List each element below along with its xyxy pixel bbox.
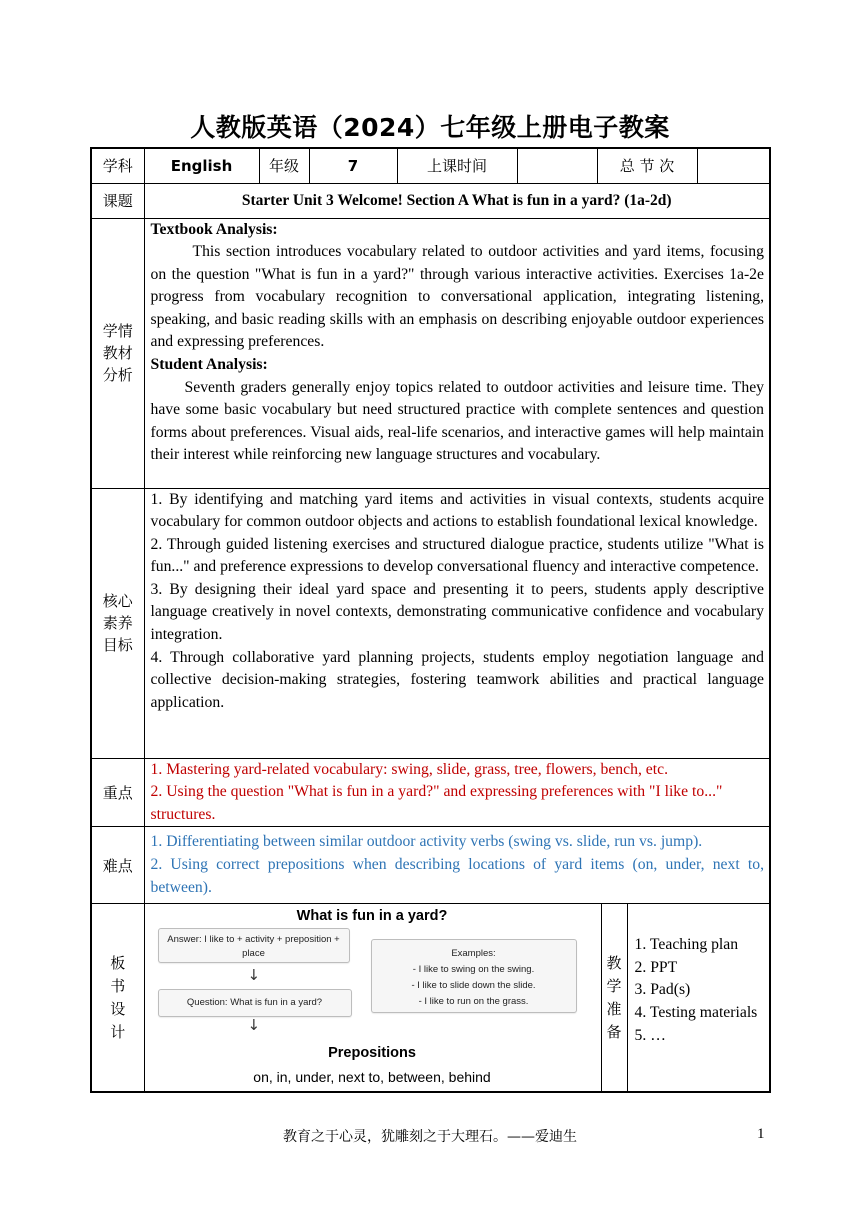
student-analysis-body: Seventh graders generally enjoy topics related to outdoor activities and leisure time. They have some basic vocabulary but need structured practice with complete sentences and question forms about preferences. Visual aids, real-life scenarios, and interactive games will help maintain their interest while reinforcing new language structures and vocabulary. [150, 378, 764, 464]
textbook-analysis-title: Textbook Analysis: [150, 220, 278, 238]
key-points-label: 重点 [91, 758, 144, 827]
answer-box: Answer: I like to + activity + preposition + place [158, 928, 350, 963]
prep-item: 1. Teaching plan [634, 936, 739, 954]
lesson-plan-table [90, 147, 771, 1093]
objective-item: 3. By designing their ideal yard space and presenting it to peers, students apply descriptive language creatively in novel contexts, demonstrating communicative confidence and vocabulary integration. [150, 580, 764, 644]
prep-item: 4. Testing materials [634, 1004, 758, 1022]
analysis-label: 学情 教材 分析 [91, 218, 144, 488]
difficulty-item: 1. Differentiating between similar outdoor activity verbs (swing vs. slide, run vs. jump). [150, 833, 703, 851]
prep-item: 3. Pad(s) [634, 981, 691, 999]
difficulties-content [144, 827, 770, 904]
time-value [517, 148, 597, 183]
subject-label: 学科 [91, 148, 144, 183]
prep-content [627, 904, 770, 1092]
objectives-content [144, 488, 770, 758]
footer-quote: 教育之于心灵，犹雕刻之于大理石。——爱迪生 [283, 1129, 577, 1145]
page-number: 1 [757, 1126, 765, 1142]
time-label: 上课时间 [397, 148, 517, 183]
page-title: 人教版英语（2024）七年级上册电子教案 [190, 113, 670, 142]
key-points-content [144, 758, 770, 827]
board-title: What is fun in a yard? [296, 908, 448, 925]
textbook-analysis-body: This section introduces vocabulary related to outdoor activities and yard items, focusing on the question "What is fun in a yard?" through various interactive activities. Exercises 1a-2e progress from vocabulary recognition to conversational application, integrating listening, speaking, and basic reading skills with an emphasis on describing enjoyable outdoor experiences and expressing preferences. [150, 243, 764, 351]
example-item: - I like to run on the grass. [418, 996, 529, 1008]
objective-item: 4. Through collaborative yard planning projects, students employ negotiation language and collective decision-making strategies, fostering teamwork abilities and practical language application. [150, 648, 764, 711]
board-label: 板 书 设 计 [91, 904, 144, 1092]
topic-label: 课题 [91, 183, 144, 218]
prep-label: 教 学 准 备 [601, 904, 627, 1092]
prep-item: 2. PPT [634, 958, 678, 976]
key-point-item: 2. Using the question "What is fun in a yard?" and expressing preferences with "I like to..." structures. [150, 783, 723, 823]
examples-box [371, 939, 577, 1013]
example-item: - I like to slide down the slide. [411, 980, 536, 992]
key-point-item: 1. Mastering yard-related vocabulary: swing, slide, grass, tree, flowers, bench, etc. [150, 760, 669, 778]
student-analysis-title: Student Analysis: [150, 356, 268, 374]
prepositions-list: on, in, under, next to, between, behind [253, 1069, 491, 1086]
question-box: Question: What is fun in a yard? [158, 989, 352, 1017]
prepositions-title: Prepositions [328, 1045, 416, 1062]
analysis-content [144, 218, 770, 488]
prep-item: 5. … [634, 1026, 666, 1044]
down-arrow-icon: ↓ [247, 966, 261, 985]
objective-item: 2. Through guided listening exercises and structured dialogue practice, students utilize "What is fun..." and preference expressions to develop conversational fluency and interactive competence. [150, 535, 764, 576]
topic-value: Starter Unit 3 Welcome! Section A What is fun in a yard? (1a-2d) [144, 183, 770, 218]
difficulties-label: 难点 [91, 827, 144, 904]
board-design [144, 904, 601, 1092]
total-value [697, 148, 770, 183]
total-label: 总 节 次 [597, 148, 697, 183]
example-item: - I like to swing on the swing. [412, 964, 535, 976]
down-arrow-icon: ↓ [247, 1016, 261, 1035]
grade-value: 7 [309, 148, 397, 183]
difficulty-item: 2. Using correct prepositions when describing locations of yard items (on, under, next to, between). [150, 855, 764, 896]
objectives-label: 核心 素养 目标 [91, 488, 144, 758]
objective-item: 1. By identifying and matching yard items and activities in visual contexts, students acquire vocabulary for common outdoor objects and actions to establish foundational lexical knowledge. [150, 490, 764, 531]
subject-value: English [144, 148, 259, 183]
examples-title: Examples: [451, 948, 496, 960]
grade-label: 年级 [259, 148, 309, 183]
